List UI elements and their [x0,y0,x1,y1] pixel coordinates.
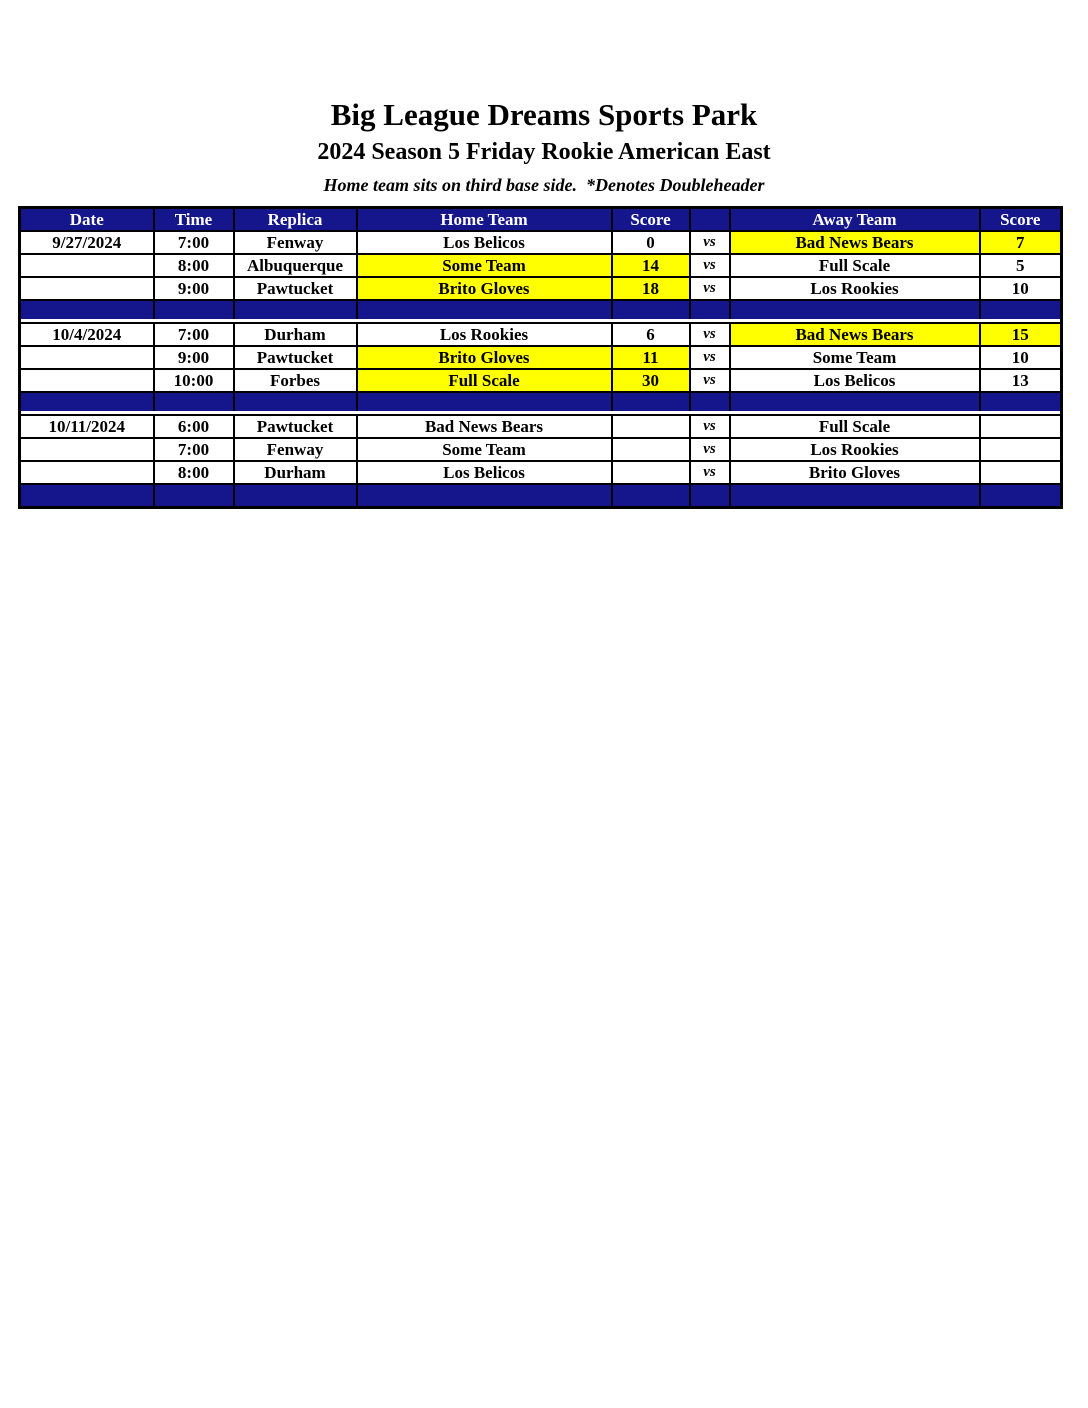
date-cell [20,461,154,484]
schedule-table-head [20,208,1062,232]
replica-cell: Fenway [234,438,357,461]
separator-cell [234,392,357,411]
away-team-cell: Full Scale [730,415,980,438]
table-row [20,323,1062,346]
table-row [20,254,1062,277]
separator-cell [730,392,980,411]
schedule-table [18,206,1063,509]
home-team-cell: Full Scale [357,369,612,392]
away-team-cell: Los Rookies [730,277,980,300]
date-cell: 9/27/2024 [20,231,154,254]
away-score-cell: 10 [980,346,1062,369]
time-cell: 8:00 [154,254,234,277]
date-cell: 10/11/2024 [20,415,154,438]
away-score-cell: 15 [980,323,1062,346]
page-title: Big League Dreams Sports Park [330,97,758,132]
separator-cell [980,392,1062,411]
header-cell-time: Time [154,208,234,232]
home-team-cell: Some Team [357,254,612,277]
table-row [20,415,1062,438]
header-cell-away-score: Score [980,208,1062,232]
replica-cell: Durham [234,323,357,346]
vs-cell: vs [690,461,730,484]
separator-row [20,392,1062,411]
table-row [20,231,1062,254]
separator-cell [357,484,612,508]
separator-cell [357,300,612,319]
header-cell-replica: Replica [234,208,357,232]
page-note: Home team sits on third base side. *Denotes Doubleheader [323,175,765,196]
vs-cell: vs [690,254,730,277]
away-score-cell [980,415,1062,438]
separator-cell [730,300,980,319]
replica-cell: Albuquerque [234,254,357,277]
home-team-cell: Brito Gloves [357,277,612,300]
away-team-cell: Los Rookies [730,438,980,461]
table-row [20,277,1062,300]
vs-cell: vs [690,438,730,461]
away-score-cell: 5 [980,254,1062,277]
away-score-cell [980,461,1062,484]
time-cell: 7:00 [154,231,234,254]
header-cell-home-team: Home Team [357,208,612,232]
replica-cell: Pawtucket [234,346,357,369]
home-score-cell: 14 [612,254,690,277]
home-score-cell [612,415,690,438]
away-team-cell: Brito Gloves [730,461,980,484]
header-cell-home-score: Score [612,208,690,232]
table-row [20,369,1062,392]
schedule-table-body [20,231,1062,508]
separator-cell [980,300,1062,319]
home-team-cell: Los Belicos [357,461,612,484]
separator-cell [20,392,154,411]
table-row [20,346,1062,369]
home-score-cell [612,438,690,461]
date-cell [20,438,154,461]
separator-cell [154,392,234,411]
replica-cell: Durham [234,461,357,484]
date-cell [20,346,154,369]
date-cell: 10/4/2024 [20,323,154,346]
home-team-cell: Bad News Bears [357,415,612,438]
away-team-cell: Full Scale [730,254,980,277]
vs-cell: vs [690,346,730,369]
home-score-cell: 0 [612,231,690,254]
vs-cell: vs [690,415,730,438]
separator-cell [612,392,690,411]
header-cell-vs [690,208,730,232]
home-score-cell: 11 [612,346,690,369]
away-team-cell: Some Team [730,346,980,369]
separator-cell [154,484,234,508]
away-score-cell: 10 [980,277,1062,300]
separator-cell [690,300,730,319]
separator-cell [357,392,612,411]
separator-cell [980,484,1062,508]
date-cell [20,254,154,277]
replica-cell: Fenway [234,231,357,254]
time-cell: 8:00 [154,461,234,484]
separator-row [20,484,1062,508]
home-team-cell: Brito Gloves [357,346,612,369]
separator-cell [730,484,980,508]
time-cell: 9:00 [154,346,234,369]
table-row [20,461,1062,484]
separator-cell [154,300,234,319]
page-subtitle: 2024 Season 5 Friday Rookie American East [317,139,771,166]
vs-cell: vs [690,277,730,300]
separator-cell [690,484,730,508]
date-cell [20,369,154,392]
home-team-cell: Los Rookies [357,323,612,346]
time-cell: 7:00 [154,323,234,346]
separator-row [20,300,1062,319]
vs-cell: vs [690,369,730,392]
away-score-cell: 13 [980,369,1062,392]
home-score-cell: 6 [612,323,690,346]
away-score-cell [980,438,1062,461]
away-team-cell: Bad News Bears [730,323,980,346]
header-row [20,208,1062,232]
time-cell: 9:00 [154,277,234,300]
header-cell-away-team: Away Team [730,208,980,232]
away-score-cell: 7 [980,231,1062,254]
time-cell: 6:00 [154,415,234,438]
separator-cell [690,392,730,411]
home-team-cell: Los Belicos [357,231,612,254]
replica-cell: Forbes [234,369,357,392]
time-cell: 10:00 [154,369,234,392]
away-team-cell: Los Belicos [730,369,980,392]
separator-cell [234,484,357,508]
separator-cell [20,484,154,508]
home-score-cell: 30 [612,369,690,392]
header-block [0,0,1088,196]
separator-cell [20,300,154,319]
replica-cell: Pawtucket [234,415,357,438]
vs-cell: vs [690,323,730,346]
home-team-cell: Some Team [357,438,612,461]
vs-cell: vs [690,231,730,254]
time-cell: 7:00 [154,438,234,461]
away-team-cell: Bad News Bears [730,231,980,254]
home-score-cell: 18 [612,277,690,300]
home-score-cell [612,461,690,484]
date-cell [20,277,154,300]
table-row [20,438,1062,461]
replica-cell: Pawtucket [234,277,357,300]
separator-cell [612,484,690,508]
header-cell-date: Date [20,208,154,232]
separator-cell [612,300,690,319]
separator-cell [234,300,357,319]
